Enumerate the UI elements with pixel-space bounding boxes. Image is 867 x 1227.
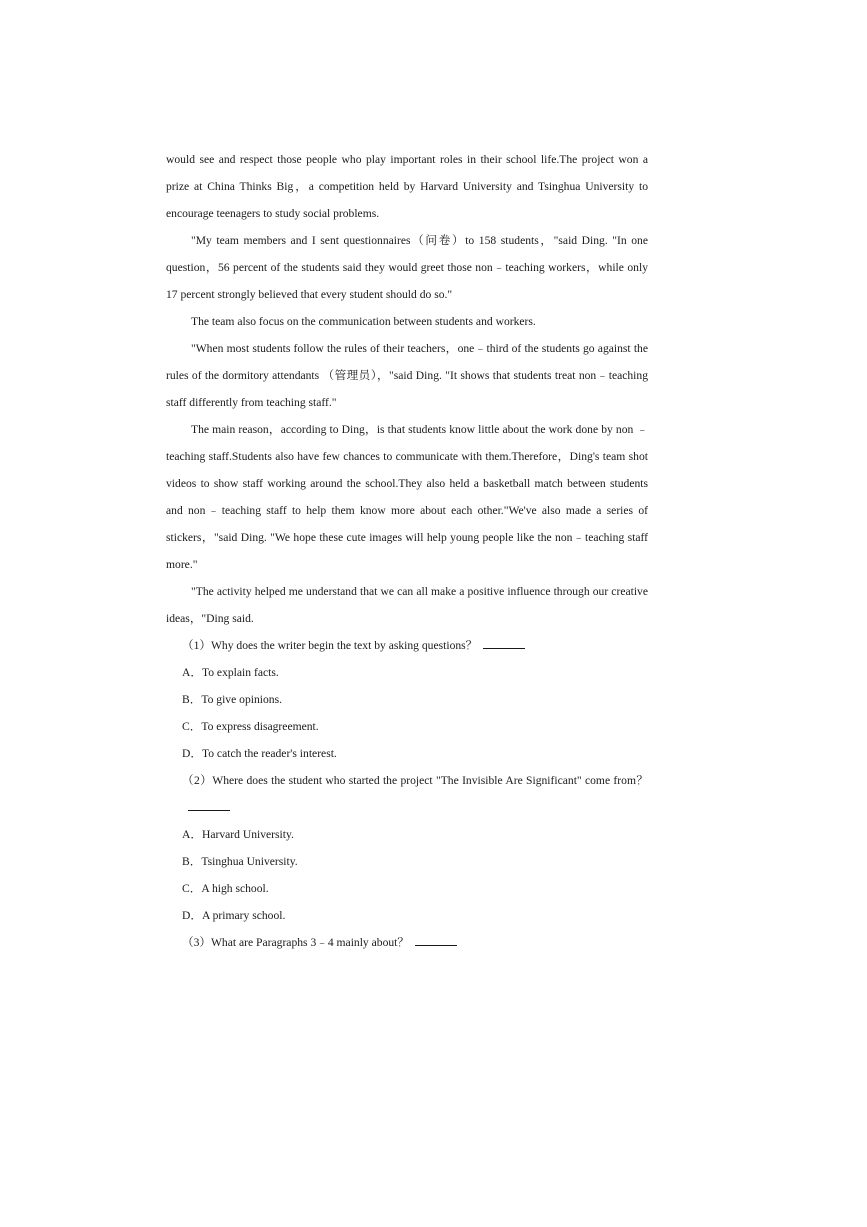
option-a: A．Harvard University. <box>182 828 294 841</box>
passage-paragraph-5: The main reason，according to Ding，is that students know little about the work done by non ﹣ teaching staff.Students also have few chances to communicate with them.Therefore，Ding's team shot videos to show staff working around the school.They also held a basketball match between students and non﹣teaching staff to help them know more about each other."We've also made a series of stickers，"said Ding. "We hope these cute images will help young people like the non﹣teaching staff more." <box>166 423 648 571</box>
option-d: D．A primary school. <box>182 909 286 922</box>
option-b: B．Tsinghua University. <box>182 855 298 868</box>
question-1 <box>166 632 648 767</box>
answer-blank <box>483 638 525 649</box>
question-stem <box>166 767 648 821</box>
passage-paragraph-1: would see and respect those people who play important roles in their school life.The project won a prize at China Thinks Big，a competition held by Harvard University and Tsinghua University to encourage teenagers to study social problems. <box>166 153 648 220</box>
question-1-stem: （1）Why does the writer begin the text by asking questions？ <box>182 639 478 652</box>
document-page <box>166 146 648 956</box>
question-stem <box>166 632 648 659</box>
question-2-stem: （2）Where does the student who started the project "The Invisible Are Significant" come from？ <box>182 774 648 787</box>
passage-paragraph-6: "The activity helped me understand that we can all make a positive influence through our creative ideas，"Ding said. <box>166 585 648 625</box>
option-b: B．To give opinions. <box>182 693 282 706</box>
passage-paragraph-3: The team also focus on the communication between students and workers. <box>191 315 536 328</box>
passage-paragraph-2: "My team members and I sent questionnaires（问卷）to 158 students，"said Ding. "In one question，56 percent of the students said they would greet those non﹣teaching workers，while only 17 percent strongly believed that every student should do so." <box>166 234 648 301</box>
question-3-stem: （3）What are Paragraphs 3﹣4 mainly about？ <box>182 936 409 949</box>
option-d: D．To catch the reader's interest. <box>182 747 337 760</box>
passage-paragraph-4: "When most students follow the rules of their teachers，one﹣third of the students go against the rules of the dormitory attendants （管理员），"said Ding. "It shows that students treat non﹣teaching staff differently from teaching staff." <box>166 342 648 409</box>
answer-blank <box>188 800 230 811</box>
option-c: C．To express disagreement. <box>182 720 319 733</box>
option-a: A．To explain facts. <box>182 666 279 679</box>
option-c: C．A high school. <box>182 882 269 895</box>
question-3 <box>166 929 648 956</box>
question-2 <box>166 767 648 929</box>
question-stem <box>166 929 648 956</box>
answer-blank <box>415 935 457 946</box>
